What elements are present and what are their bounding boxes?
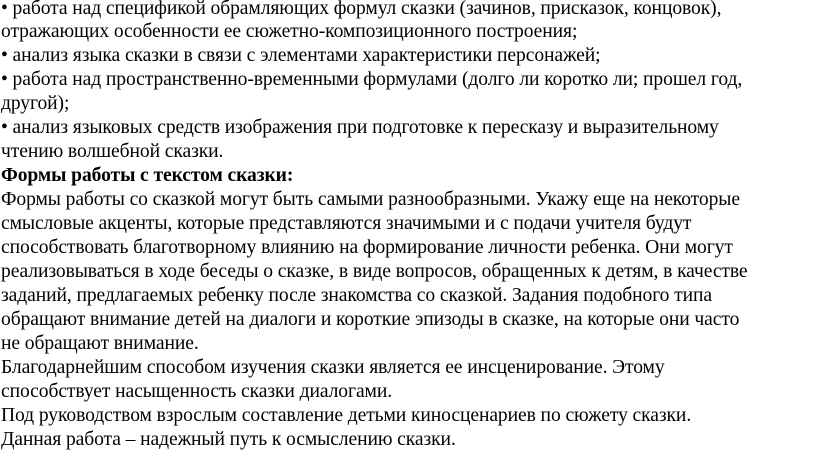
paragraph-line: не обращают внимание. bbox=[1, 333, 199, 354]
paragraph-line: способствует насыщенность сказки диалогами. bbox=[1, 381, 393, 402]
bullet-space-time-formulas: • работа над пространственно-временными формулами (долго ли коротко ли; прошел год, bbox=[1, 69, 743, 90]
text-line: чтению волшебной сказки. bbox=[1, 141, 224, 162]
paragraph-line: смысловые акценты, которые представляются значимыми и с подачи учителя будут bbox=[1, 213, 692, 234]
paragraph-line: реализовываться в ходе беседы о сказке, в виде вопросов, обращенных к детям, в качестве bbox=[1, 261, 748, 282]
text-line: другой); bbox=[1, 93, 70, 114]
paragraph-line: Под руководством взрослым составление детьми киносценариев по сюжету сказки. bbox=[1, 405, 692, 426]
paragraph-line: обращают внимание детей на диалоги и короткие эпизоды в сказке, на которые они часто bbox=[1, 309, 740, 330]
paragraph-line: Формы работы со сказкой могут быть самыми разнообразными. Укажу еще на некоторые bbox=[1, 189, 740, 210]
paragraph-line: заданий, предлагаемых ребенку после знакомства со сказкой. Задания подобного типа bbox=[1, 285, 713, 306]
paragraph-line: Благодарнейшим способом изучения сказки является ее инсценирование. Этому bbox=[1, 357, 665, 378]
section-heading: Формы работы с текстом сказки: bbox=[1, 165, 294, 186]
bullet-frame-formulas: • работа над спецификой обрамляющих формул сказки (зачинов, присказок, концовок), bbox=[1, 0, 722, 19]
bullet-language-analysis: • анализ языка сказки в связи с элементами характеристики персонажей; bbox=[1, 45, 601, 66]
bullet-language-means: • анализ языковых средств изображения при подготовке к пересказу и выразительному bbox=[1, 117, 719, 138]
text-line: отражающих особенности ее сюжетно-композиционного построения; bbox=[1, 21, 578, 42]
paragraph-line: Данная работа – надежный путь к осмыслению сказки. bbox=[1, 429, 456, 450]
paragraph-line: способствовать благотворному влиянию на формирование личности ребенка. Они могут bbox=[1, 237, 733, 258]
